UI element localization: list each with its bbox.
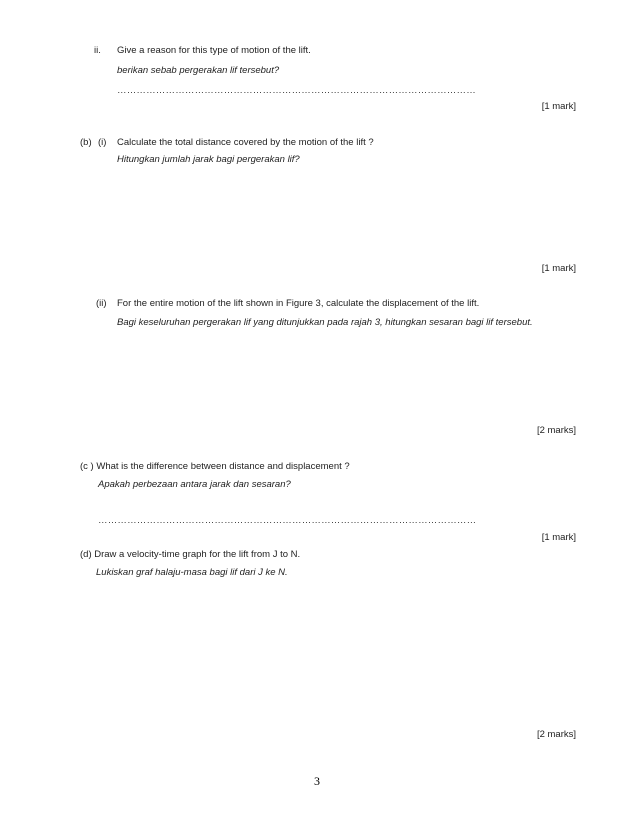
question-number-b-i: (i) <box>98 137 107 148</box>
question-c-translation: Apakah perbezaan antara jarak dan sesaran? <box>98 479 291 490</box>
question-number-b-ii: (ii) <box>96 298 107 309</box>
mark-a-ii: [1 mark] <box>541 101 576 112</box>
question-b-i-translation: Hitungkan jumlah jarak bagi pergerakan lif? <box>117 154 300 165</box>
question-b-ii-text: For the entire motion of the lift shown in Figure 3, calculate the displacement of the lift. <box>117 298 480 309</box>
question-b-i-text: Calculate the total distance covered by the motion of the lift ? <box>117 137 374 148</box>
mark-d: [2 marks] <box>536 729 576 740</box>
question-d-text: (d) Draw a velocity-time graph for the lift from J to N. <box>80 549 301 560</box>
question-b-ii-translation: Bagi keseluruhan pergerakan lif yang ditunjukkan pada rajah 3, hitungkan sesaran bagi lif tersebut. <box>117 317 533 328</box>
question-number-a-ii: ii. <box>94 45 101 56</box>
question-a-ii-text: Give a reason for this type of motion of the lift. <box>117 45 311 56</box>
question-c-text: (c ) What is the difference between distance and displacement ? <box>80 461 350 472</box>
answer-line-a-ii: ………………………………………………………………………………………………… <box>117 85 476 96</box>
question-d-translation: Lukiskan graf halaju-masa bagi lif dari J ke N. <box>96 567 288 578</box>
mark-b-i: [1 mark] <box>541 263 576 274</box>
mark-b-ii: [2 marks] <box>536 425 576 436</box>
page-number: 3 <box>314 774 320 788</box>
question-a-ii-translation: berikan sebab pergerakan lif tersebut? <box>117 65 280 76</box>
answer-line-c: ……………………………………………………………………………………………………… <box>98 515 477 526</box>
mark-c: [1 mark] <box>541 532 576 543</box>
question-label-b: (b) <box>80 137 92 148</box>
